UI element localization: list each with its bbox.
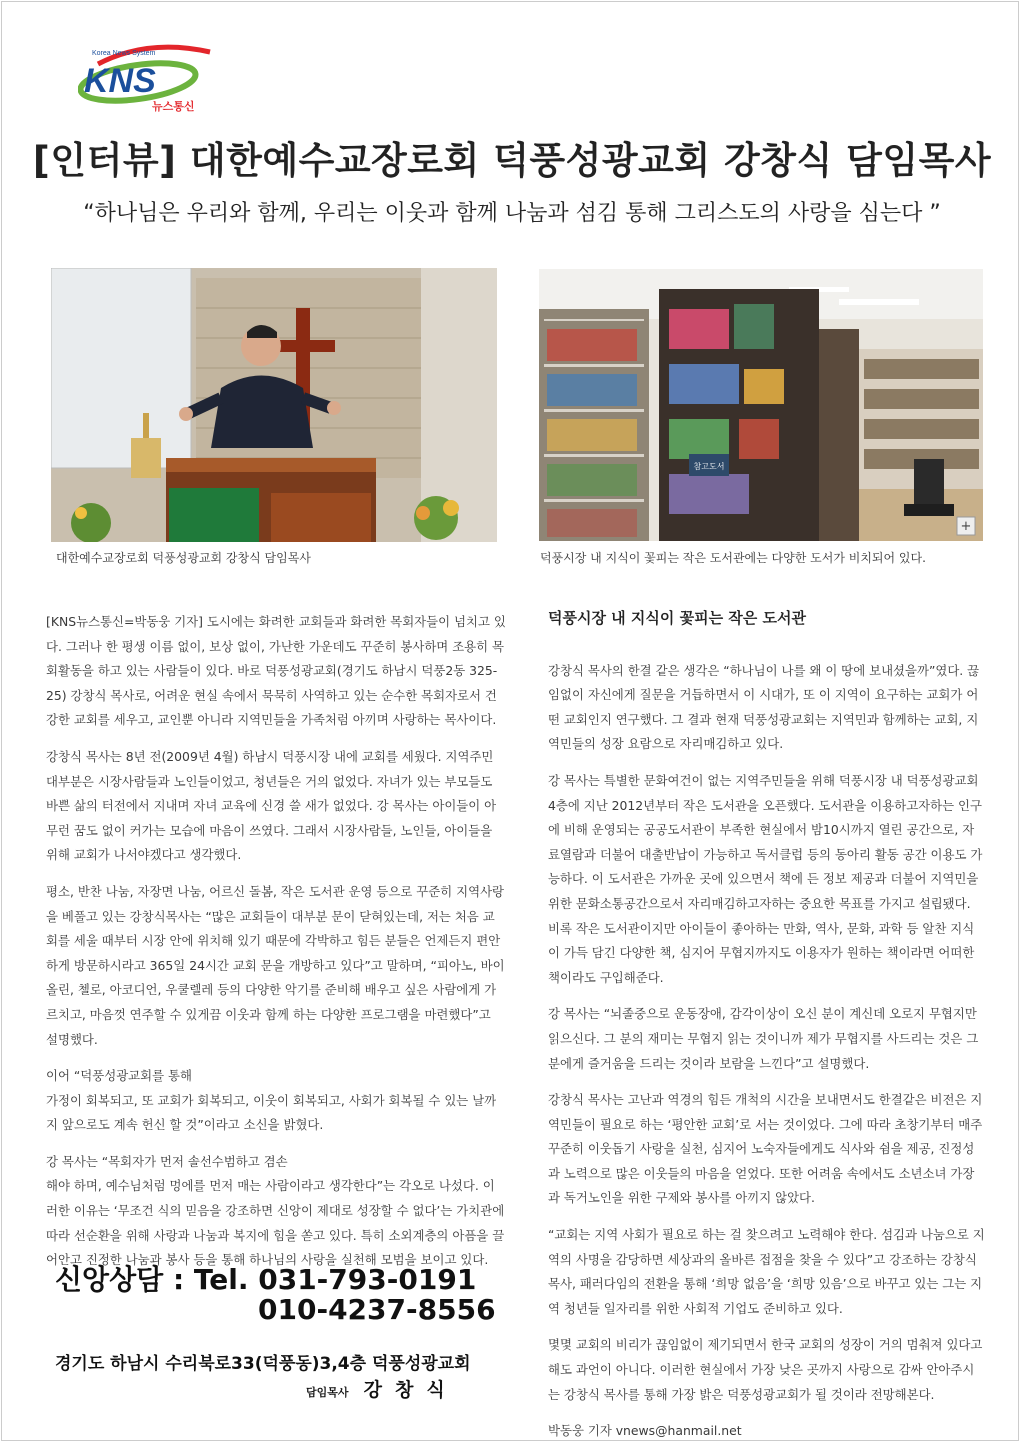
left-paragraph: 강창식 목사는 8년 전(2009년 4월) 하남시 덕풍시장 내에 교회를 세웠다. 지역주민 대부분은 시장사람들과 노인들이었고, 청년들은 거의 없었다. 자녀가 있는 부모들도 바쁜 삶의 터전에서 지내며 자녀 교육에 신경 쓸 새가 없었다. 강 목사는 아이들이 아무런 꿈도 없이 커가는 모습에 마음이 쓰였다. 그래서 시장사람들, 노인들, 아이들을 위해 교회가 나서야겠다고 생각했다. (46, 748, 497, 863)
logo-tagline: Korea News System (92, 50, 156, 57)
pastor-photo (51, 268, 497, 542)
right-paragraph: 강 목사는 “뇌졸중으로 운동장애, 감각이상이 오신 분이 계신데 오로지 무협지만 읽으신다. 그 분의 재미는 무협지 읽는 것이니까 제가 무협지를 사드리는 것은 그 분에게 즐거움을 드리는 것이라 보람을 느낀다”고 설명했다. (548, 1006, 979, 1071)
contact-phone-1: 신앙상담 : Tel. 031-793-0191 (55, 1263, 477, 1296)
right-article-column (548, 606, 986, 1456)
right-paragraph: 몇몇 교회의 비리가 끊임없이 제기되면서 한국 교회의 성장이 거의 멈춰져 있다고 해도 과언이 아니다. 이러한 현실에서 가장 낮은 곳까지 사랑으로 감싸 안아주시는 강창식 목사를 통해 가장 밝은 덕풍성광교회가 될 것이라 전망해본다. (548, 1337, 983, 1402)
right-paragraph: 강 목사는 특별한 문화여건이 없는 지역주민들을 위해 덕풍시장 내 덕풍성광교회 4층에 지난 2012년부터 작은 도서관을 오픈했다. 도서관을 이용하고자하는 인구에 비해 운영되는 공공도서관이 부족한 현실에서 밤10시까지 열린 공간으로, 자료열람과 더불어 대출반납이 가능하고 독서클럽 등의 동아리 활동 공간 이용도 가능하다. 이 도서관은 가까운 곳에 있으면서 책에 든 정보 제공과 더불어 지역민을 위한 문화소통공간으로서 자리매김하고자하는 중요한 목표를 가지고 설립됐다. 비록 작은 도서관이지만 아이들이 좋아하는 만화, 역사, 문화, 과학 등 알찬 지식이 가득 담긴 다양한 책, 심지어 무협지까지도 이용자가 원하는 책이라면 어떠한 책이라도 구입해준다. (548, 772, 983, 985)
church-address: 경기도 하남시 수리북로33(덕풍동)3,4층 덕풍성광교회 (55, 1354, 471, 1374)
contact-phone-2: 010-4237-8556 (258, 1293, 496, 1326)
pastor-suit (211, 376, 313, 449)
left-paragraph: 평소, 반찬 나눔, 자장면 나눔, 어르신 돌봄, 작은 도서관 운영 등으로 꾸준히 지역사랑을 베풀고 있는 강창식목사는 “많은 교회들이 대부분 문이 닫혀있는데, 저는 처음 교회를 세울 때부터 시장 안에 위치해 있기 때문에 각박하고 힘든 분들은 언제든지 편안하게 방문하시라고 365일 24시간 교회 문을 개방하고 있다”고 말하며, “피아노, 바이올린, 첼로, 아코디언, 우쿨렐레 등의 다양한 악기를 준비해 배우고 싶은 사람에게 가르치고, 마음껏 연주할 수 있게끔 이웃과 함께 하는 다양한 프로그램을 마련했다”고 설명했다. (46, 883, 505, 1047)
page-title: [인터뷰] 대한예수교장로회 덕풍성광교회 강창식 담임목사 (32, 139, 992, 182)
left-paragraph: 강 목사는 “목회자가 먼저 솔선수범하고 겸손 해야 하며, 예수님처럼 멍에를 먼저 매는 사람이라고 생각한다”는 각오로 나섰다. 이러한 이유는 ‘무조건 식의 믿음을 강조하면 신앙이 제대로 성장할 수 없다’는 가치관에 따라 선순환을 위해 사랑과 나눔과 복지에 힘을 쏟고 있다. 특히 소외계층의 아픔을 끌어안고 진정한 나눔과 봉사 등을 통해 하나님의 사랑을 실천해 모범을 보이고 있다. (46, 1153, 505, 1268)
right-paragraph: 강창식 목사는 고난과 역경의 힘든 개척의 시간을 보내면서도 한결같은 비전은 지역민들이 필요로 하는 ‘평안한 교회’로 서는 것이었다. 그에 따라 초창기부터 매주 꾸준히 이웃돕기 사랑을 실천, 심지어 노숙자들에게도 식사와 쉼을 제공, 진정성과 노력으로 많은 이웃들의 마음을 얻었다. 또한 어려움 속에서도 소년소녀 가장과 독거노인을 위한 구제와 봉사를 아끼지 않았다. (548, 1092, 983, 1206)
right-paragraph: 강창식 목사의 한결 같은 생각은 “하나님이 나를 왜 이 땅에 보내셨을까”였다. 끊임없이 자신에게 질문을 거듭하면서 이 시대가, 또 이 지역이 요구하는 교회가 어떤 교회인지 연구했다. 그 결과 현재 덕풍성광교회는 지역민과 함께하는 교회, 지역민들의 성장 요람으로 자리매김하고 있다. (548, 662, 980, 752)
right-photo-caption: 덕풍시장 내 지식이 꽃피는 작은 도서관에는 다양한 도서가 비치되어 있다. (540, 551, 926, 565)
pastor-role: 담임목사 (306, 1386, 349, 1399)
library-sign: 참고도서 (693, 462, 725, 471)
svg-text:+: + (960, 519, 972, 534)
left-paragraph: [KNS뉴스통신=박동웅 기자] 도시에는 화려한 교회들과 화려한 목회자들이 넘치고 있다. 그러나 한 평생 이름 없이, 보상 없이, 가난한 가운데도 꾸준히 봉사하며 조용히 목회활동을 하고 있는 사람들이 있다. 바로 덕풍성광교회(경기도 하남시 덕풍2동 325-25) 강창식 목사로, 어려운 현실 속에서 묵묵히 사역하고 있는 순수한 목회자로서 건강한 교회를 세우고, 교인뿐 아니라 지역민들을 가족처럼 아끼며 사랑하는 목사이다. (46, 614, 506, 728)
section-heading: 덕풍시장 내 지식이 꽃피는 작은 도서관 (548, 609, 806, 627)
right-paragraph: “교회는 지역 사회가 필요로 하는 걸 찾으려고 노력해야 한다. 섬김과 나눔으로 지역의 사명을 감당하면 세상과의 올바른 접점을 찾을 수 있다”고 강조하는 강창식 목사, 패러다임의 전환을 통해 ‘희망 없음’을 ‘희망 있음’으로 바꾸고 있는 그는 지역 청년들 일자리를 위한 사회적 기업도 준비하고 있다. (548, 1227, 985, 1316)
logo-sub: 뉴스통신 (152, 100, 195, 113)
library-photo (539, 269, 983, 541)
reporter-byline: 박동웅 기자 vnews@hanmail.net (548, 1423, 742, 1439)
pastor-signature (306, 1375, 458, 1402)
left-photo-caption: 대한예수교장로회 덕풍성광교회 강창식 담임목사 (56, 551, 311, 565)
logo-brand: KNS (84, 62, 156, 100)
page-subtitle: “하나님은 우리와 함께, 우리는 이웃과 함께 나눔과 섬김 통해 그리스도의 사랑을 심는다 ” (83, 201, 941, 226)
pastor-name: 강창식 (363, 1379, 458, 1401)
left-article-column (46, 610, 506, 1285)
left-paragraph: 이어 “덕풍성광교회를 통해 가정이 회복되고, 또 교회가 회복되고, 이웃이 회복되고, 사회가 회복될 수 있는 날까지 앞으로도 계속 헌신 할 것”이라고 소신을 밝혔다. (46, 1068, 497, 1133)
kns-logo (78, 42, 218, 114)
